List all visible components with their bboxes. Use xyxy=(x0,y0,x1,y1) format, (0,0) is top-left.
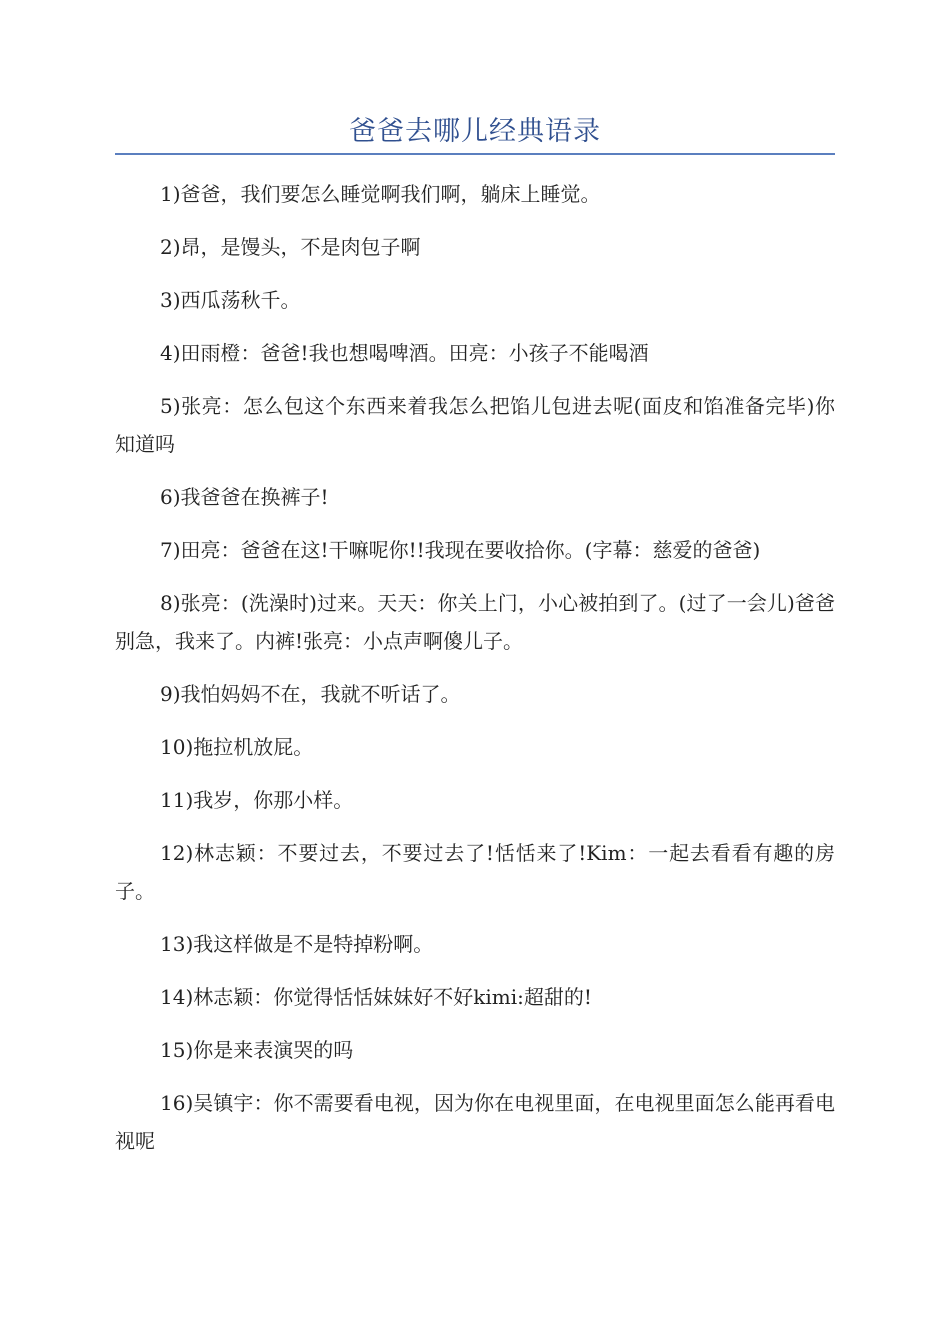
quote-paragraph: 6)我爸爸在换裤子! xyxy=(160,485,329,509)
quote-paragraph: 7)田亮：爸爸在这!干嘛呢你!!我现在要收拾你。(字幕：慈爱的爸爸) xyxy=(160,538,761,562)
quote-paragraph: 13)我这样做是不是特掉粉啊。 xyxy=(160,932,434,956)
quote-paragraph: 15)你是来表演哭的吗 xyxy=(160,1038,354,1062)
quote-paragraph: 10)拖拉机放屁。 xyxy=(160,735,314,759)
quote-paragraph: 3)西瓜荡秋千。 xyxy=(160,288,301,312)
quote-paragraph: 8)张亮：(洗澡时)过来。天天：你关上门，小心被拍到了。(过了一会儿)爸爸别急，我来了。内裤!张亮：小点声啊傻儿子。 xyxy=(115,591,835,653)
quote-paragraph: 5)张亮：怎么包这个东西来着我怎么把馅儿包进去呢(面皮和馅准备完毕)你知道吗 xyxy=(115,394,835,456)
quote-paragraph: 11)我岁，你那小样。 xyxy=(160,788,354,812)
quote-paragraph: 1)爸爸，我们要怎么睡觉啊我们啊，躺床上睡觉。 xyxy=(160,182,601,206)
quote-paragraph: 12)林志颖：不要过去，不要过去了!恬恬来了!Kim：一起去看看有趣的房子。 xyxy=(115,841,835,903)
quote-paragraph: 16)吴镇宇：你不需要看电视，因为你在电视里面，在电视里面怎么能再看电视呢 xyxy=(115,1091,835,1153)
quote-paragraph: 14)林志颖：你觉得恬恬妹妹好不好kimi:超甜的! xyxy=(160,985,592,1009)
quote-paragraph: 9)我怕妈妈不在，我就不听话了。 xyxy=(160,682,461,706)
document-body xyxy=(115,175,835,1175)
title-underline xyxy=(115,153,835,155)
quote-paragraph: 2)昂，是馒头，不是肉包子啊 xyxy=(160,235,421,259)
quote-paragraph: 4)田雨橙：爸爸!我也想喝啤酒。田亮：小孩子不能喝酒 xyxy=(160,341,649,365)
document-title: 爸爸去哪儿经典语录 xyxy=(349,116,601,147)
